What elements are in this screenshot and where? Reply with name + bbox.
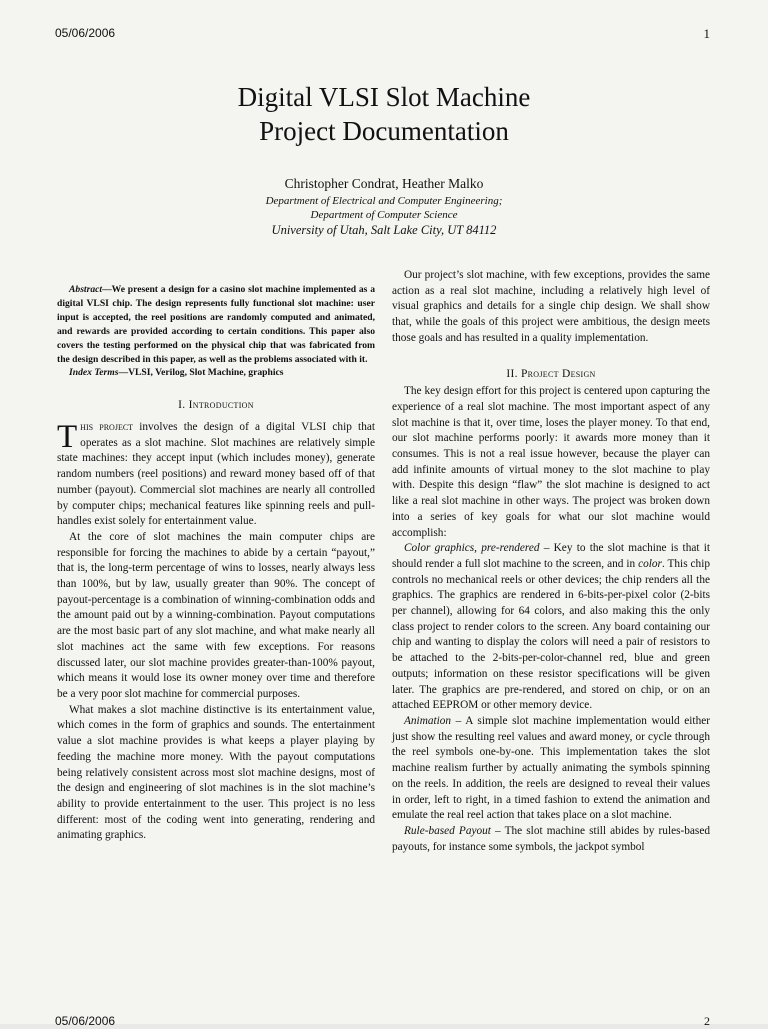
abstract-lead: Abstract [69,284,103,295]
animation-text: A simple slot machine implementation would either just show the resulting reel values and award money, or cycle through the reel symbols one-by-one. This implementation takes the slot machine realism further by actually animating the symbols spinning on the reels. In addition, the reels are designed to reveal their values in order, left to right, in a timed fashion to extend the animation and emulate the real reel action that takes place on a slot machine. [392,714,710,822]
section-heading-project-design: II. Project Design [506,367,596,380]
design-paragraph-animation [392,714,710,824]
design-paragraph-1: The key design effort for this project is centered upon capturing the experience of a real slot machine. The most important aspect of any slot machine is that it, over time, loses the player money. To that end, our slot machine performs poorly: it awards more money than it consumes. This is not a real issue however, because the player can add infinite amounts of virtual money to the slot machine to play with. Despite this design “flaw” the slot machine is designed to act like a real slot machine in other ways. The project was broken down into a series of key goals for what our slot machine would accomplish: [392,385,710,539]
color-graphics-lead: Color graphics, pre-rendered – [404,542,550,555]
abstract-text: —We present a design for a casino slot machine implemented as a digital VLSI chip. The design represents fully functional slot machine: user input is accepted, the reel positions are randomly computed and animated, and rewards are provided according to certain conditions. This paper also covers the testing performed on the physical chip that was fabricated from the design described in this paper, as well as the problems associated with it. [57,284,375,365]
color-text-2: . This chip controls no mechanical reels or other devices; the chip renders all the graphics. The graphics are rendered in 6-bits-per-pixel color (2-bits per channel), allowing for 64 colors, and also making this the only class project to render colors to the screen. Any board containing our chip and wanting to display the colors will need a pair of resistors to be attached to the 2-bits-per-color-channel red, blue and green outputs; information on these resistor specifications will be given later. The graphics are pre-rendered, and stored on chip, or on an attached EEPROM or other memory device. [392,557,710,712]
animation-lead: Animation – [404,714,462,727]
color-emphasis: color [638,557,662,570]
intro-paragraph-3: What makes a slot machine distinctive is its entertainment value, which comes in the form of graphics and sounds. The entertainment value a slot machine provides is what keeps a player playing by feeding the machine more money. With the payout computations being relatively consistent across most slot machine designs, most of the design and engineering of slot machines is in the slot machine’s ability to provide entertainment to the user. This project is no less different: most of the coding went into generating, rendering and animating graphics. [57,703,375,842]
right-intro-paragraph: Our project’s slot machine, with few exceptions, provides the same action as a real slot machine, including a relatively high level of visual graphics and details for a single chip design. We shall show that, while the goals of this project were ambitious, the design meets those goals and has resulted in a quality implementation. [392,269,710,344]
header-page-number: 1 [703,26,710,41]
payout-lead: Rule-based Payout – [404,824,501,837]
footer-date: 05/06/2006 [55,1014,116,1028]
intro-smallcaps: his project [80,421,134,434]
left-column [57,283,375,844]
paper-title [0,80,768,148]
title-line-1: Digital VLSI Slot Machine [237,82,531,112]
design-paragraph-color [392,541,710,714]
index-terms [57,366,375,380]
authors: Christopher Condrat, Heather Malko [284,176,484,191]
design-paragraph-payout [392,824,710,855]
footer-page-number: 2 [704,1014,710,1028]
payout-text: The slot machine still abides by rules-based payouts, for instance some symbols, the jackpot symbol [392,824,710,853]
affiliation-1: Department of Electrical and Computer Engineering; [265,195,503,207]
intro-paragraph-1 [57,420,375,530]
abstract [57,283,375,366]
drop-cap: T [57,419,78,456]
intro-para-1-text: involves the design of a digital VLSI chip that operates as a slot machine. Slot machines are relatively simple state machines: they accept input (which includes money), generate random numbers (reel positions) and reward money based off of that number (payout). Commercial slot machines are nearly all controlled by computer chips; mechanical features like spinning reels and pull-handles exist solely for entertainment value. [57,421,375,528]
section-heading-introduction: I. Introduction [178,399,254,412]
affiliation-3: University of Utah, Salt Lake City, UT 84112 [271,223,497,237]
color-text-1: Key to the slot machine is that it should render a full slot machine to the screen, and in [392,542,711,570]
right-column [392,268,710,855]
intro-paragraph-2: At the core of slot machines the main computer chips are responsible for forcing the machines to abide by a certain “payout,” that is, the long-term percentage of wins to losses, nearly always less than 100%, but by law, usually greater than 90%. The concept of payout-percentage is a combination of winning-combination odds and the amount paid out by a winning-combination. Payout computations are the most basic part of any slot machine, and what make nearly all slot machines act the same with few exceptions. For reasons discussed later, our slot machine provides greater-than-100% payout, which means it would lose its owner money over time and therefore be a very poor slot machine for commercial purposes. [57,530,375,700]
affiliation-2: Department of Computer Science [310,209,458,221]
title-line-2: Project Documentation [259,116,509,146]
index-terms-lead: Index Terms [69,367,119,379]
index-terms-text: —VLSI, Verilog, Slot Machine, graphics [118,367,284,379]
header-date: 05/06/2006 [55,26,116,40]
